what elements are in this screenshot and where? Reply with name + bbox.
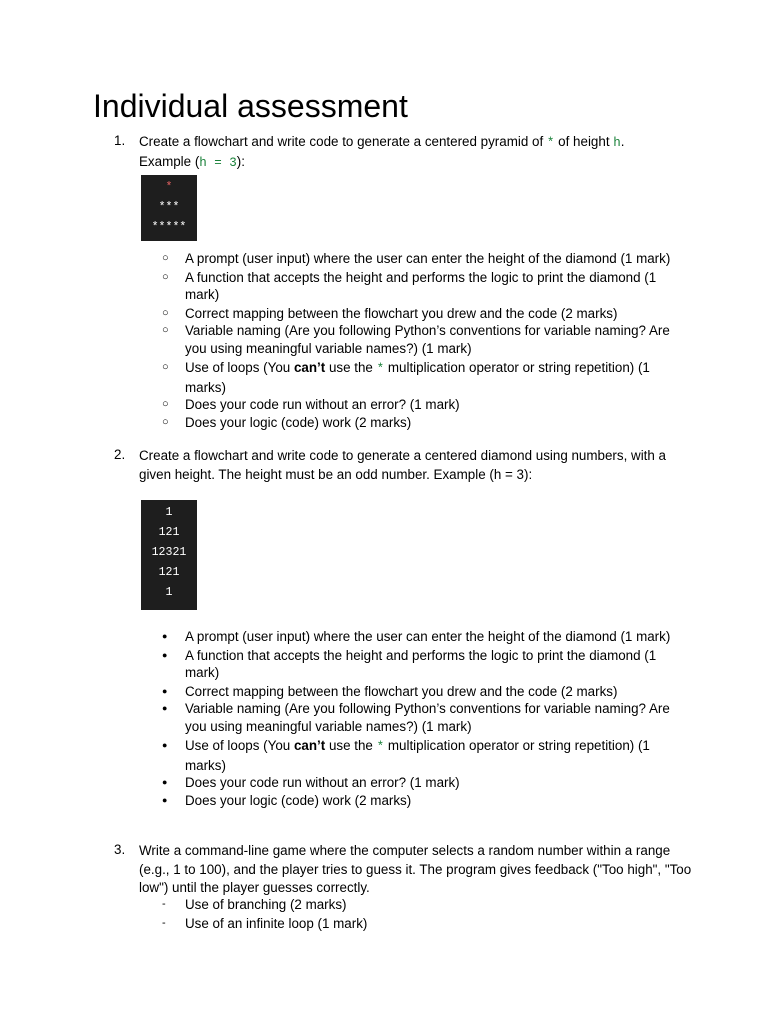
- list-item: [160, 774, 680, 792]
- document-title: Individual assessment: [93, 88, 408, 124]
- list-item: [160, 737, 680, 774]
- list-item-text: Does your logic (code) work (2 marks): [185, 792, 412, 808]
- disc-bullet-icon: [162, 647, 174, 665]
- text-span: multiplication operator or string repetition) (1 marks): [185, 360, 650, 395]
- disc-bullet-icon: [162, 683, 174, 701]
- text-span: Example (: [139, 153, 200, 169]
- list-item: [160, 250, 680, 268]
- code-line: 121: [158, 526, 180, 539]
- question-text: Create a flowchart and write code to generate a centered diamond using numbers, with a given height. The height must be an odd number. Example (h = 3):: [139, 448, 667, 482]
- code-line: *: [165, 181, 173, 194]
- disc-bullet-icon: [162, 628, 174, 646]
- inline-code-h: h: [613, 136, 621, 150]
- question-number: 3.: [114, 842, 126, 857]
- list-item: [160, 896, 680, 914]
- question-text: [139, 133, 694, 172]
- text-span: Use of loops (You: [185, 360, 291, 375]
- list-item-text: A function that accepts the height and performs the logic to print the diamond (1 mark): [185, 647, 657, 680]
- text-span: .: [620, 134, 625, 149]
- inline-code-star: *: [546, 136, 555, 150]
- list-item-text: Variable naming (Are you following Python’s conventions for variable naming? Are you using meaningful variable names?) (1 mark): [185, 701, 670, 734]
- question-text: Write a command-line game where the computer selects a random number within a range (e.g., 1 to 100), and the player tries to guess it. The program gives feedback ("Too high", "Too low") until the player guesses correctly.: [139, 843, 692, 895]
- circle-bullet-icon: [162, 396, 174, 414]
- list-item: [160, 647, 680, 682]
- code-line: 12321: [151, 546, 187, 559]
- list-item: [160, 305, 680, 323]
- circle-bullet-icon: [162, 414, 174, 432]
- list-item: [160, 322, 680, 357]
- inline-code-star: *: [376, 740, 385, 754]
- pyramid-code-block: [141, 175, 197, 241]
- question-2: [114, 447, 694, 484]
- list-item: [160, 396, 680, 414]
- code-line: *****: [151, 221, 187, 234]
- question-1: [114, 133, 694, 172]
- code-line: ***: [158, 201, 180, 214]
- list-item: [160, 414, 680, 432]
- circle-bullet-icon: [162, 269, 174, 287]
- disc-bullet-icon: [162, 700, 174, 718]
- dash-bullet-icon: [162, 896, 174, 914]
- circle-bullet-icon: [162, 359, 174, 377]
- list-item-text: A prompt (user input) where the user can enter the height of the diamond (1 mark): [185, 251, 671, 266]
- bold-text: can’t: [293, 738, 326, 753]
- text-span: use the: [328, 738, 373, 753]
- list-item-text: A prompt (user input) where the user can enter the height of the diamond (1 mark): [185, 629, 671, 644]
- list-item-text: Use of an infinite loop (1 mark): [185, 915, 368, 931]
- q3-criteria-list: [160, 896, 680, 932]
- list-item-text: Does your logic (code) work (2 marks): [185, 414, 412, 430]
- text-span: ):: [236, 153, 245, 169]
- dash-bullet-icon: [162, 915, 174, 933]
- list-item-text: A function that accepts the height and performs the logic to print the diamond (1 mark): [185, 269, 657, 302]
- text-span: Create a flowchart and write code to generate a centered pyramid of: [139, 134, 544, 149]
- disc-bullet-icon: [162, 737, 174, 755]
- text-span: multiplication operator or string repetition) (1 marks): [185, 738, 650, 773]
- list-item: [160, 269, 680, 304]
- text-span: of height: [558, 134, 610, 149]
- code-line: 121: [158, 566, 180, 579]
- list-item-text: Use of branching (2 marks): [185, 897, 347, 912]
- diamond-code-block: [141, 500, 197, 610]
- code-line: 1: [165, 506, 173, 519]
- list-item-text: Does your code run without an error? (1 mark): [185, 397, 460, 412]
- list-item-text: Correct mapping between the flowchart you drew and the code (2 marks): [185, 305, 618, 321]
- q1-criteria-list: [160, 250, 680, 431]
- inline-code-star: *: [376, 362, 385, 376]
- text-span: Use of loops (You: [185, 738, 291, 753]
- question-number: 1.: [114, 133, 126, 148]
- list-item: [160, 792, 680, 810]
- circle-bullet-icon: [162, 322, 174, 340]
- list-item: [160, 915, 680, 933]
- text-span: use the: [328, 360, 373, 375]
- list-item: [160, 700, 680, 735]
- list-item: [160, 628, 680, 646]
- bold-text: can’t: [293, 360, 326, 375]
- question-3: [114, 842, 694, 898]
- list-item-text: Variable naming (Are you following Python’s conventions for variable naming? Are you using meaningful variable names?) (1 mark): [185, 323, 670, 356]
- list-item: [160, 683, 680, 701]
- circle-bullet-icon: [162, 250, 174, 268]
- circle-bullet-icon: [162, 305, 174, 323]
- list-item-text: Correct mapping between the flowchart you drew and the code (2 marks): [185, 683, 618, 699]
- disc-bullet-icon: [162, 774, 174, 792]
- q2-criteria-list: [160, 628, 680, 809]
- question-number: 2.: [114, 447, 126, 462]
- code-line: 1: [165, 586, 173, 599]
- list-item: [160, 359, 680, 396]
- disc-bullet-icon: [162, 792, 174, 810]
- list-item-text: Does your code run without an error? (1 mark): [185, 775, 460, 790]
- inline-code-example: h = 3: [199, 155, 237, 170]
